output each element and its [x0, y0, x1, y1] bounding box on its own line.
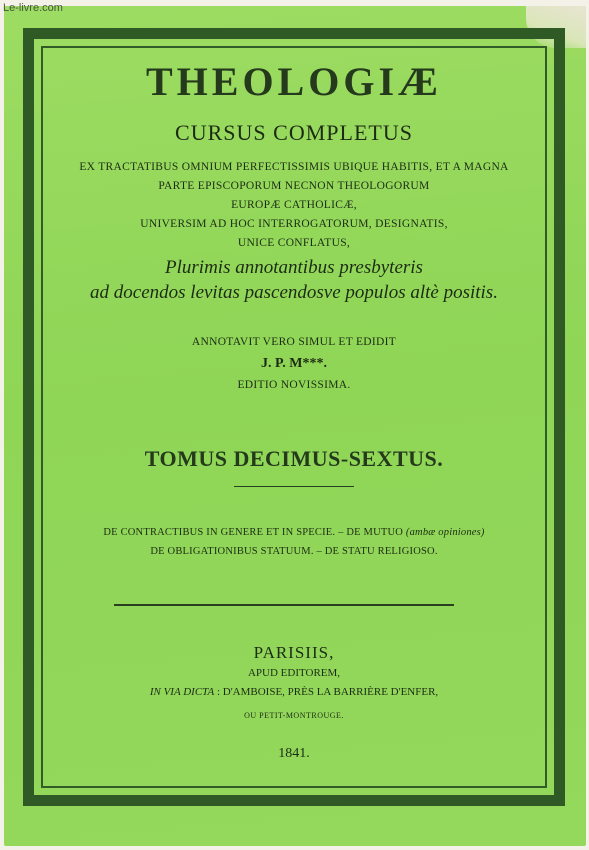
- watermark: Le-livre.com: [3, 2, 63, 14]
- annotavit-line: ANNOTAVIT VERO SIMUL ET EDIDIT: [191, 336, 397, 348]
- description-line-3: EUROPÆ CATHOLICÆ,: [231, 199, 357, 211]
- contents-line-1-text: DE CONTRACTIBUS IN GENERE ET IN SPECIE. – DE MUTUO: [103, 527, 404, 538]
- description-line-4: UNIVERSIM AD HOC INTERROGATORUM, DESIGNATIS,: [140, 218, 448, 230]
- editor-initials: J. P. M***.: [261, 356, 327, 371]
- address-line-2: OU PETIT-MONTROUGE.: [244, 711, 344, 720]
- italic-line-2: ad docendos levitas pascendosve populos altè positis.: [90, 282, 498, 303]
- contents-line-1: [44, 527, 544, 538]
- place: PARISIIS,: [253, 643, 335, 662]
- book-cover: [4, 6, 586, 846]
- description-line-5: UNICE CONFLATUS,: [237, 237, 351, 249]
- edition-line: EDITIO NOVISSIMA.: [237, 379, 351, 391]
- volume-title: TOMUS DECIMUS-SEXTUS.: [144, 446, 444, 471]
- address-text: : D'AMBOISE, PRÈS LA BARRIÈRE D'ENFER,: [216, 686, 439, 698]
- year: 1841.: [278, 746, 310, 761]
- address-italic: IN VIA DICTA: [149, 686, 215, 698]
- contents-line-2: DE OBLIGATIONIBUS STATUUM. – DE STATU RELIGIOSO.: [150, 546, 438, 557]
- divider-short: [234, 486, 354, 487]
- description-line-2: PARTE EPISCOPORUM NECNON THEOLOGORUM: [158, 180, 430, 192]
- address-line: [44, 686, 544, 698]
- title: THEOLOGIÆ: [145, 59, 443, 104]
- divider-long: [114, 604, 454, 606]
- italic-line-1: Plurimis annotantibus presbyteris: [165, 257, 423, 278]
- subtitle: CURSUS COMPLETUS: [175, 120, 413, 145]
- publisher: APUD EDITOREM,: [247, 667, 341, 679]
- contents-line-1-italic: (ambæ opiniones): [405, 527, 485, 538]
- description-line-1: EX TRACTATIBUS OMNIUM PERFECTISSIMIS UBIQUE HABITIS, ET A MAGNA: [79, 161, 509, 173]
